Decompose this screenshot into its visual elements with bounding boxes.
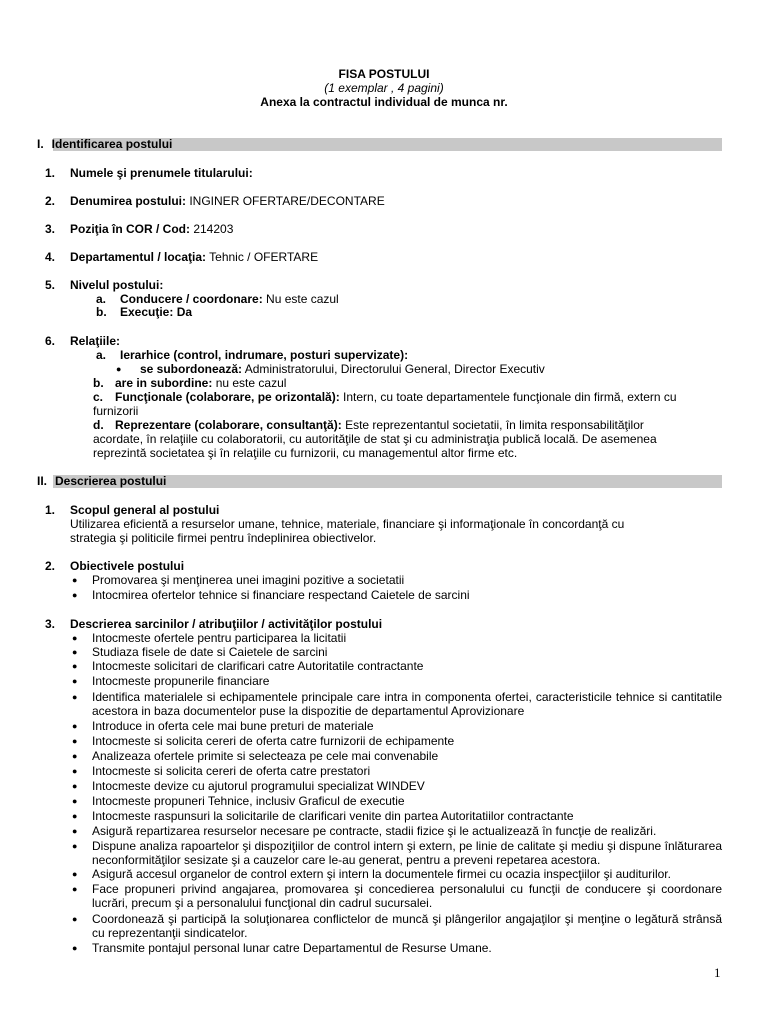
- bullet-icon: ●: [72, 884, 78, 894]
- section-title: Identificarea postului: [51, 137, 173, 151]
- representation-line2: acordate, în relaţiile cu colaboratorii, cu autorităţile de stat şi cu administraţia publică locală. De asemenea: [93, 432, 657, 446]
- item-number: 5.: [45, 278, 56, 292]
- field-job-title: Denumirea postului: INGINER OFERTARE/DECONTARE: [70, 194, 385, 208]
- item-number: 3.: [45, 222, 56, 236]
- field-coordination: Conducere / coordonare: Nu este cazul: [120, 292, 339, 306]
- document-subtitle: (1 exemplar , 4 pagini): [324, 81, 444, 95]
- sub-label: b.: [96, 305, 107, 319]
- section-roman: I.: [37, 137, 44, 151]
- section-title: Descrierea postului: [55, 474, 167, 488]
- bullet-icon: ●: [72, 736, 78, 746]
- item-number: 4.: [45, 250, 56, 264]
- scope-line2: strategia şi politicile firmei pentru îndeplinirea obiectivelor.: [70, 531, 377, 545]
- bullet-icon: ●: [72, 647, 78, 657]
- page-number: 1: [714, 965, 721, 980]
- field-cor-code: Poziţia în COR / Cod: 214203: [70, 222, 234, 236]
- field-functional-cont: furnizorii: [93, 404, 139, 418]
- field-functional: Funcţionale (colaborare, pe orizontală): Intern, cu toate departamentele funcţionale din firmă, extern cu: [115, 390, 677, 404]
- bullet-icon: ●: [72, 811, 78, 821]
- annex-line: Anexa la contractul individual de munca nr.: [260, 95, 508, 109]
- sub-label: d.: [93, 418, 104, 432]
- field-subordinated-to: se subordonează: Administratorului, Directorului General, Director Executiv: [140, 362, 545, 376]
- bullet-icon: ●: [72, 661, 78, 671]
- scope-line1: Utilizarea eficientă a resurselor umane, tehnice, materiale, financiare şi informaţionale în concordanţă cu: [70, 517, 625, 531]
- document-title: FISA POSTULUI: [338, 67, 430, 81]
- sub-label: b.: [93, 376, 104, 390]
- bullet-icon: ●: [72, 766, 78, 776]
- bullet-icon: ●: [72, 826, 78, 836]
- bullet-icon: ●: [72, 943, 78, 953]
- section-header-description: [37, 475, 722, 488]
- tasks-title: Descrierea sarcinilor / atribuţiilor / activităţilor postului: [70, 617, 383, 631]
- bullet-icon: ●: [116, 364, 122, 374]
- item-number: 2.: [45, 194, 56, 208]
- bullet-icon: ●: [72, 751, 78, 761]
- field-holder-name: Numele şi prenumele titularului:: [70, 166, 253, 180]
- bullet-icon: ●: [72, 575, 78, 585]
- bullet-icon: ●: [72, 721, 78, 731]
- representation-line3: reprezintă societatea şi în relaţiile cu furnizorii, cu managementul altor firme etc.: [93, 446, 518, 460]
- bullet-icon: ●: [72, 841, 78, 851]
- field-hierarchical: Ierarhice (control, indrumare, posturi supervizate):: [120, 348, 409, 362]
- bullet-icon: ●: [72, 796, 78, 806]
- sub-label: c.: [93, 390, 104, 404]
- bullet-icon: ●: [72, 781, 78, 791]
- sub-label: a.: [96, 348, 107, 362]
- item-number: 3.: [45, 617, 56, 631]
- field-relations: Relaţiile:: [70, 334, 121, 348]
- bullet-icon: ●: [72, 676, 78, 686]
- section-roman: II.: [37, 474, 48, 488]
- field-department: Departamentul / locaţia: Tehnic / OFERTARE: [70, 250, 319, 264]
- bullet-icon: ●: [72, 914, 78, 924]
- item-number: 2.: [45, 559, 56, 573]
- field-representation: Reprezentare (colaborare, consultanţă): Este reprezentantul societatii, în limita responsabilităţilor: [115, 418, 644, 432]
- item-number: 1.: [45, 166, 56, 180]
- field-subordinates: are in subordine: nu este cazul: [115, 376, 287, 390]
- section-header-identification: [37, 138, 722, 151]
- item-number: 1.: [45, 503, 56, 517]
- bullet-icon: ●: [72, 633, 78, 643]
- field-execution: Execuţie: Da: [120, 305, 193, 319]
- bullet-icon: ●: [72, 692, 78, 702]
- bullet-icon: ●: [72, 590, 78, 600]
- objectives-title: Obiectivele postului: [70, 559, 185, 573]
- field-post-level: Nivelul postului:: [70, 278, 164, 292]
- item-number: 6.: [45, 334, 56, 348]
- scope-title: Scopul general al postului: [70, 503, 220, 517]
- bullet-icon: ●: [72, 869, 78, 879]
- sub-label: a.: [96, 292, 107, 306]
